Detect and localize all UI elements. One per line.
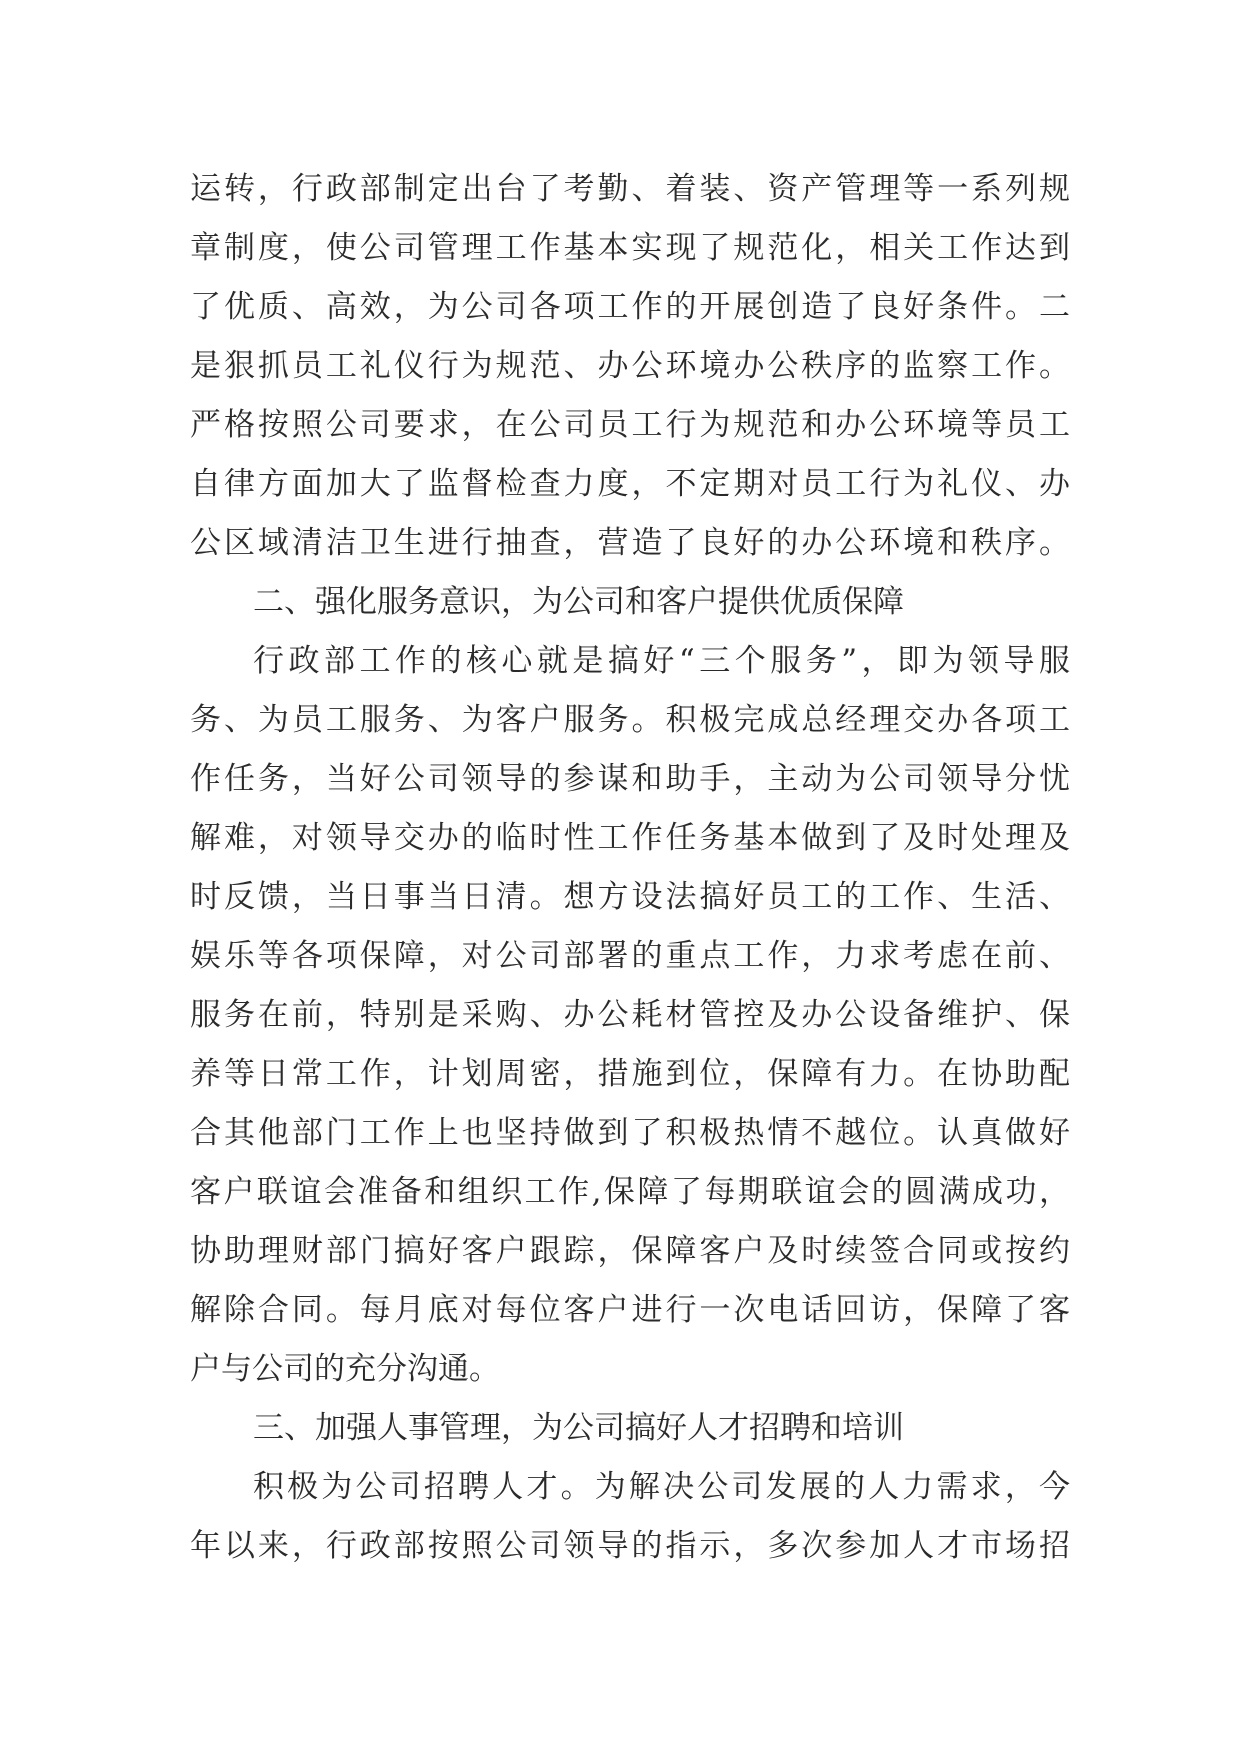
text-line: 客户联谊会准备和组织工作,保障了每期联谊会的圆满成功， xyxy=(190,1174,1070,1210)
text-line: 合其他部门工作上也坚持做到了积极热情不越位。认真做好 xyxy=(190,1115,1070,1151)
text-line: 娱乐等各项保障，对公司部署的重点工作，力求考虑在前、 xyxy=(190,938,1070,974)
text-line: 养等日常工作，计划周密，措施到位，保障有力。在协助配 xyxy=(190,1056,1070,1092)
text-line: 行政部工作的核心就是搞好“三个服务”，即为领导服 xyxy=(253,643,1070,679)
text-line: 户与公司的充分沟通。 xyxy=(190,1351,500,1387)
text-line: 自律方面加大了监督检查力度，不定期对员工行为礼仪、办 xyxy=(190,466,1070,502)
text-line: 运转，行政部制定出台了考勤、着装、资产管理等一系列规 xyxy=(190,171,1070,207)
text-line: 时反馈，当日事当日清。想方设法搞好员工的工作、生活、 xyxy=(190,879,1070,915)
text-line: 解除合同。每月底对每位客户进行一次电话回访，保障了客 xyxy=(190,1292,1070,1328)
text-line: 协助理财部门搞好客户跟踪，保障客户及时续签合同或按约 xyxy=(190,1233,1070,1269)
text-line: 积极为公司招聘人才。为解决公司发展的人力需求，今 xyxy=(253,1469,1070,1505)
text-line: 是狠抓员工礼仪行为规范、办公环境办公秩序的监察工作。 xyxy=(190,348,1070,384)
section-heading: 三、加强人事管理，为公司搞好人才招聘和培训 xyxy=(253,1410,904,1446)
text-line: 了优质、高效，为公司各项工作的开展创造了良好条件。二 xyxy=(190,289,1070,325)
text-line: 公区域清洁卫生进行抽查，营造了良好的办公环境和秩序。 xyxy=(190,525,1070,561)
text-line: 解难，对领导交办的临时性工作任务基本做到了及时处理及 xyxy=(190,820,1070,856)
text-line: 务、为员工服务、为客户服务。积极完成总经理交办各项工 xyxy=(190,702,1070,738)
text-line: 年以来，行政部按照公司领导的指示，多次参加人才市场招 xyxy=(190,1528,1070,1564)
body-text xyxy=(190,160,1070,1576)
text-line: 作任务，当好公司领导的参谋和助手，主动为公司领导分忧 xyxy=(190,761,1070,797)
text-line: 服务在前，特别是采购、办公耗材管控及办公设备维护、保 xyxy=(190,997,1070,1033)
text-line: 章制度，使公司管理工作基本实现了规范化，相关工作达到 xyxy=(190,230,1070,266)
section-heading: 二、强化服务意识，为公司和客户提供优质保障 xyxy=(253,584,904,620)
text-line: 严格按照公司要求，在公司员工行为规范和办公环境等员工 xyxy=(190,407,1070,443)
